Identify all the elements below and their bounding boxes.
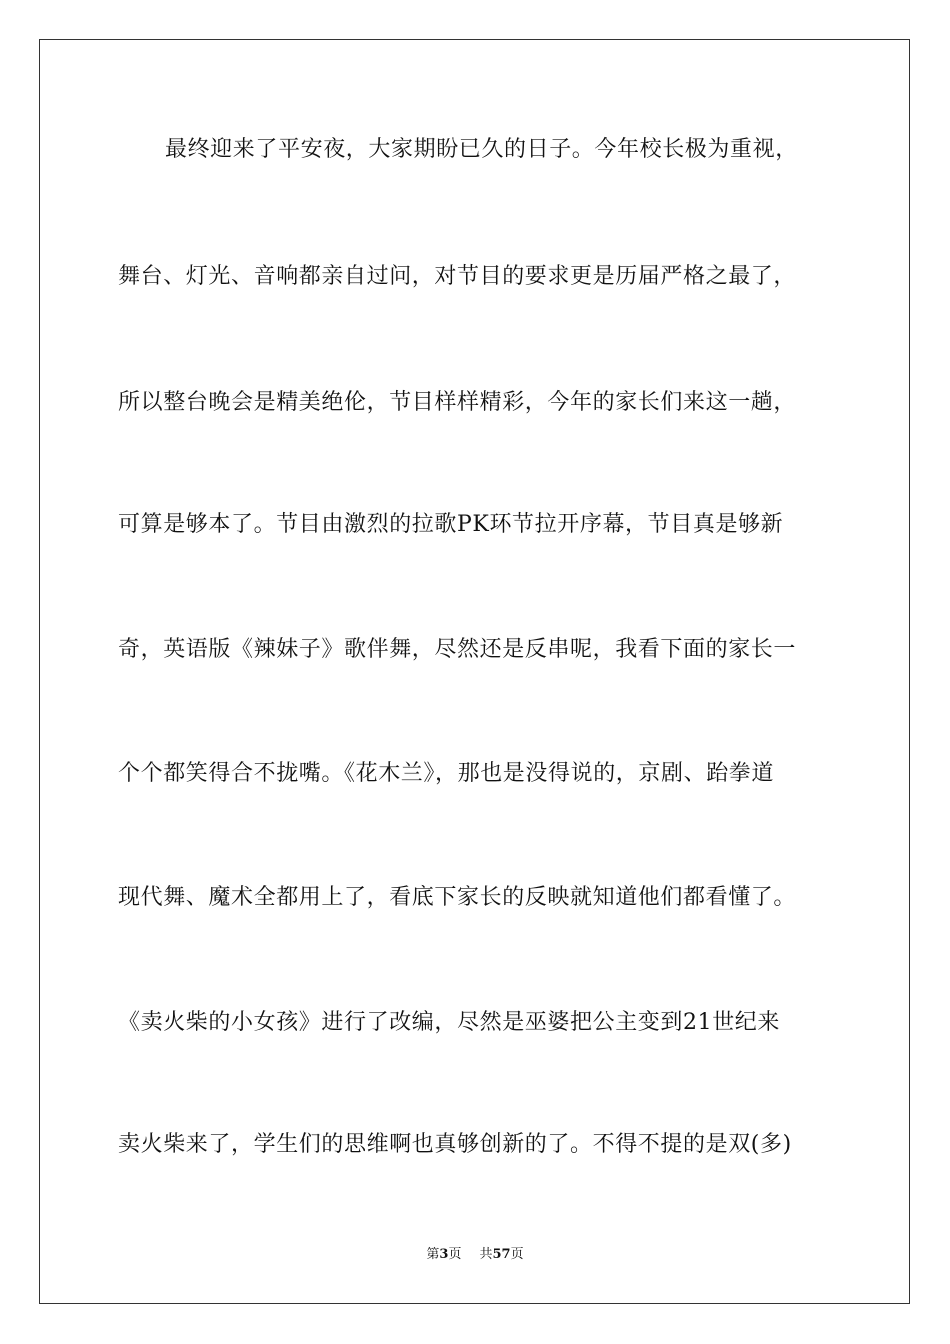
- paragraph-line: 所以整台晚会是精美绝伦，节目样样精彩，今年的家长们来这一趟，: [118, 390, 797, 415]
- paragraph-line: 奇，英语版《辣妹子》歌伴舞，尽然还是反串呢，我看下面的家长一: [118, 637, 797, 662]
- total-pages: 57: [492, 1247, 511, 1262]
- paragraph-line: 个个都笑得合不拢嘴。《花木兰》，那也是没得说的，京剧、跆拳道: [118, 761, 775, 786]
- paragraph-line: 《卖火柴的小女孩》进行了改编，尽然是巫婆把公主变到21世纪来: [118, 1010, 780, 1035]
- page-number: 3: [439, 1247, 449, 1262]
- paragraph-line: 舞台、灯光、音响都亲自过问，对节目的要求更是历届严格之最了，: [118, 264, 797, 289]
- total-suffix: 页: [510, 1247, 524, 1262]
- total-prefix: 共: [479, 1247, 493, 1262]
- paragraph-line: 最终迎来了平安夜，大家期盼已久的日子。今年校长极为重视，: [165, 137, 798, 162]
- paragraph-line: 可算是够本了。节目由激烈的拉歌PK环节拉开序幕，节目真是够新: [118, 512, 784, 537]
- page-prefix: 第: [426, 1247, 440, 1262]
- page-suffix: 页: [448, 1247, 462, 1262]
- paragraph-line: 卖火柴来了，学生们的思维啊也真够创新的了。不得不提的是双(多): [118, 1132, 792, 1157]
- page-footer: [0, 1246, 950, 1264]
- page-border: [39, 39, 910, 1304]
- paragraph-line: 现代舞、魔术全都用上了，看底下家长的反映就知道他们都看懂了。: [118, 885, 797, 910]
